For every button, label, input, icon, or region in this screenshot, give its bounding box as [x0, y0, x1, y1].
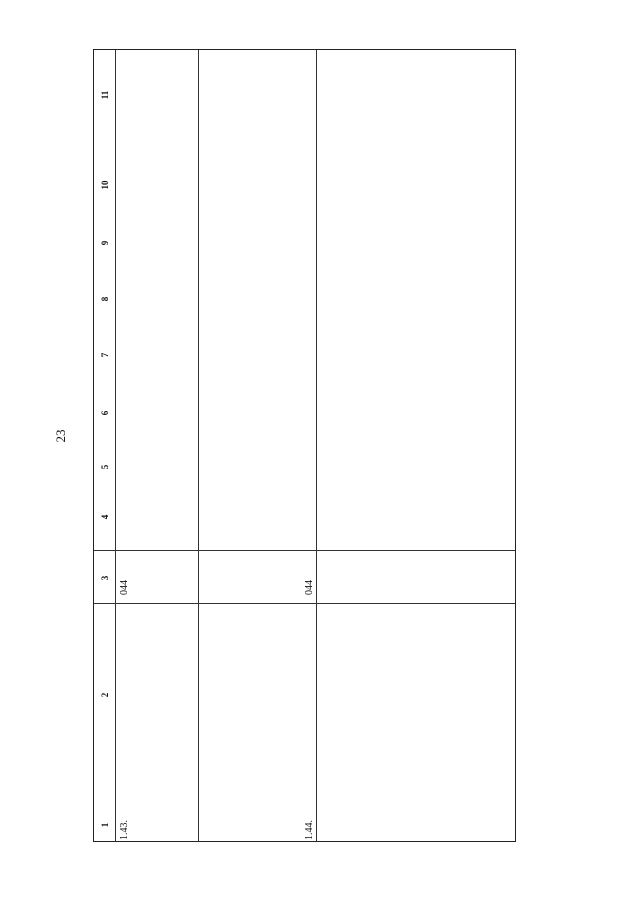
header-divider: [115, 50, 116, 841]
col-number: 5: [100, 464, 110, 470]
col-number: 11: [100, 90, 110, 100]
col-number: 6: [100, 410, 110, 416]
column-divider: [198, 50, 199, 841]
data-table: [93, 49, 516, 842]
col-number: 2: [100, 692, 110, 698]
col-number: 3: [100, 575, 110, 581]
row-code: 044: [119, 580, 130, 595]
col-number: 8: [100, 296, 110, 302]
row-number: 1.44.: [304, 820, 315, 840]
row-code: 044: [304, 580, 315, 595]
col-number: 4: [100, 514, 110, 520]
col-number: 9: [100, 240, 110, 246]
col-number: 1: [100, 822, 110, 828]
row-number: 1.43.: [119, 820, 130, 840]
row-divider: [94, 603, 515, 604]
row-divider: [94, 550, 515, 551]
column-divider: [316, 50, 317, 841]
col-number: 10: [100, 180, 110, 190]
page-number: 23: [53, 429, 68, 443]
col-number: 7: [100, 352, 110, 358]
